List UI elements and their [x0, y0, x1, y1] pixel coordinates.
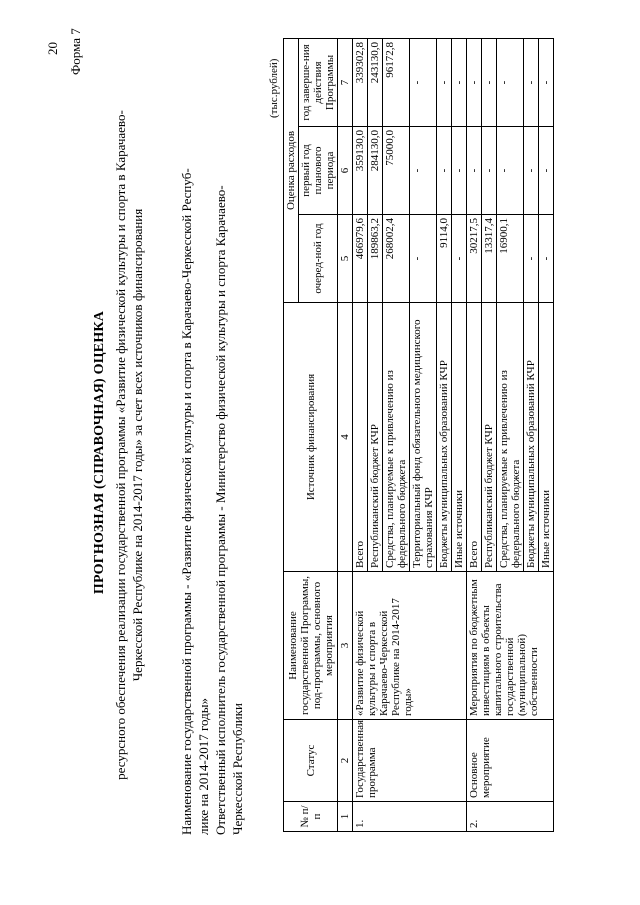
- row-status: Государственная программа: [353, 720, 467, 802]
- row-source: Иные источники: [452, 303, 467, 572]
- row-value: 466979,6: [353, 215, 368, 303]
- row-value: -: [452, 38, 467, 126]
- row-value: -: [539, 38, 554, 126]
- column-index: 2: [338, 720, 353, 802]
- row-value: -: [452, 127, 467, 215]
- info-line: Черкесской Республики: [230, 703, 245, 835]
- subtitle-line: ресурсного обеспечения реализации государственной программы «Развитие физической культуры и спорта в Карачаево-: [113, 110, 128, 780]
- row-value: -: [410, 38, 437, 126]
- program-info: [178, 35, 246, 835]
- funding-table: [283, 38, 554, 832]
- row-value: -: [452, 215, 467, 303]
- row-value: -: [467, 38, 482, 126]
- row-source: Территориальный фонд обязательного медицинского страхования КЧР: [410, 303, 437, 572]
- row-value: -: [482, 38, 497, 126]
- info-line: Наименование государственной программы - «Развитие физической культуры и спорта в Карачаево-Черкесской Респуб-: [179, 168, 194, 835]
- row-value: 359130,0: [353, 127, 368, 215]
- header-name: Наименование государственной Программы, под-программы, основного мероприятия: [284, 572, 338, 720]
- row-value: -: [497, 38, 524, 126]
- table-row: [467, 38, 482, 831]
- row-value: 284130,0: [368, 127, 383, 215]
- row-value: -: [467, 127, 482, 215]
- row-num: 1.: [353, 802, 467, 832]
- row-source: Средства, планируемые к привлечению из федерального бюджета: [497, 303, 524, 572]
- document-subtitle: [112, 45, 146, 845]
- row-value: -: [524, 38, 539, 126]
- row-value: -: [437, 127, 452, 215]
- row-value: -: [539, 127, 554, 215]
- row-value: -: [410, 215, 437, 303]
- column-index: 7: [338, 38, 353, 126]
- row-value: 16900,1: [497, 215, 524, 303]
- row-value: -: [482, 127, 497, 215]
- page-number: 20: [45, 42, 60, 55]
- row-source: Иные источники: [539, 303, 554, 572]
- row-source: Республиканский бюджет КЧР: [368, 303, 383, 572]
- row-value: -: [410, 127, 437, 215]
- table-row: [353, 38, 368, 831]
- header-estimate: Оценка расходов: [284, 38, 299, 302]
- row-source: Всего: [353, 303, 368, 572]
- info-line: Ответственный исполнитель государственной программы - Министерство физической культуры и спорта Карачаево-: [213, 185, 228, 835]
- column-index-row: [338, 38, 353, 831]
- column-index: 4: [338, 303, 353, 572]
- row-source: Всего: [467, 303, 482, 572]
- row-value: 243130,0: [368, 38, 383, 126]
- row-value: 268002,4: [383, 215, 410, 303]
- column-index: 3: [338, 572, 353, 720]
- row-name: «Развитие физической культуры и спорта в Карачаево-Черкесской Республике на 2014-2017 годы»: [353, 572, 467, 720]
- header-year-2: первый год планового периода: [299, 127, 338, 215]
- row-value: -: [539, 215, 554, 303]
- row-value: 96172,8: [383, 38, 410, 126]
- header-status: Статус: [284, 720, 338, 802]
- header-row: [284, 38, 299, 831]
- row-num: 2.: [467, 802, 554, 832]
- row-value: -: [437, 38, 452, 126]
- header-year-3: год заверше-ния действия Программы: [299, 38, 338, 126]
- info-line: лике на 2014-2017 годы»: [196, 698, 211, 835]
- units-label: (тыс.рублей): [268, 58, 280, 118]
- header-source: Источник финансирования: [284, 303, 338, 572]
- row-value: -: [497, 127, 524, 215]
- row-source: Средства, планируемые к привлечению из федерального бюджета: [383, 303, 410, 572]
- row-value: 30217,5: [467, 215, 482, 303]
- row-value: -: [524, 215, 539, 303]
- document-title: ПРОГНОЗНАЯ (СПРАВОЧНАЯ) ОЦЕНКА: [92, 310, 107, 595]
- header-num: № п/п: [284, 802, 338, 832]
- row-status: Основное мероприятие: [467, 720, 554, 802]
- row-value: 339302,8: [353, 38, 368, 126]
- column-index: 1: [338, 802, 353, 832]
- row-source: Бюджеты муниципальных образований КЧР: [524, 303, 539, 572]
- row-value: 75000,0: [383, 127, 410, 215]
- row-value: -: [524, 127, 539, 215]
- row-source: Бюджеты муниципальных образований КЧР: [437, 303, 452, 572]
- row-name: Мероприятия по бюджетным инвестициям в объекты капитального строительства государственной (муниципальной) собственности: [467, 572, 554, 720]
- row-value: 9114,0: [437, 215, 452, 303]
- header-year-1: очеред-ной год: [299, 215, 338, 303]
- form-label: Форма 7: [68, 28, 83, 75]
- subtitle-line: Черкесской Республике на 2014-2017 годы» за счет всех источников финансирования: [130, 208, 145, 682]
- column-index: 6: [338, 127, 353, 215]
- column-index: 5: [338, 215, 353, 303]
- row-value: 13317,4: [482, 215, 497, 303]
- row-value: 189863,2: [368, 215, 383, 303]
- row-source: Республиканский бюджет КЧР: [482, 303, 497, 572]
